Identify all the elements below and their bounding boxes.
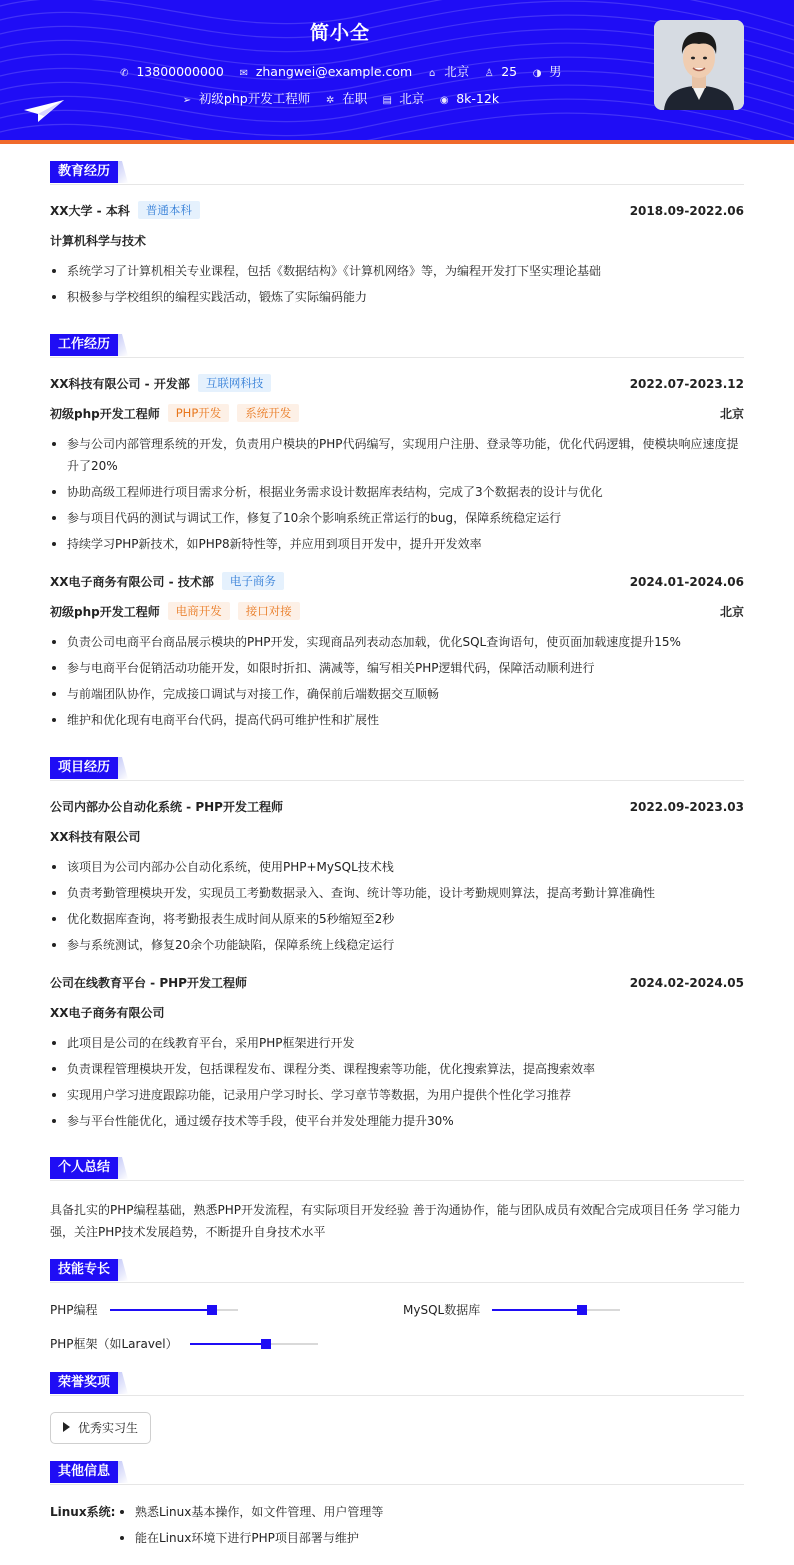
project-date: 2022.09-2023.03 [629,800,744,814]
skill-level-handle [261,1339,271,1349]
list-item: 参与平台性能优化，通过缓存技术等手段，使平台并发处理能力提升30% [50,1110,744,1132]
skill-level-handle [577,1305,587,1315]
work-position-line [50,602,744,622]
info-text: 北京 [444,64,470,79]
list-item: 该项目为公司内部办公自动化系统，使用PHP+MySQL技术栈 [50,856,744,878]
education-bullets [50,260,744,312]
company-name: XX科技有限公司 - 开发部 [50,377,190,391]
company-name: XX电子商务有限公司 - 技术部 [50,575,214,589]
summary-text: 具备扎实的PHP编程基础，熟悉PHP开发流程，有实际项目开发经验 善于沟通协作，能与团队成员有效配合完成项目任务 学习能力强，关注PHP技术发展趋势，不断提升自身技术水平 [50,1203,741,1239]
job-info-row [0,89,680,107]
project-company: XX科技有限公司 [50,830,141,844]
work-section [50,334,744,727]
list-item: 熟悉Linux基本操作，如文件管理、用户管理等 [118,1501,738,1523]
section-title: 技能专长 [50,1259,118,1281]
work-company-line [50,374,744,394]
projects-section [50,757,744,1128]
section-header [50,1461,744,1485]
project-name: 公司内部办公自动化系统 - PHP开发工程师 [50,800,283,814]
skill-tag: 系统开发 [237,404,299,422]
list-item: 负责考勤管理模块开发，实现员工考勤数据录入、查询、统计等功能，设计考勤规则算法，提高考勤计算准确性 [50,882,744,904]
phone-icon: ✆ [120,68,129,79]
section-title: 其他信息 [50,1461,118,1483]
list-item: 参与系统测试，修复20余个功能缺陷，保障系统上线稳定运行 [50,934,744,956]
section-header [50,1157,744,1181]
list-item: 维护和优化现有电商平台代码，提高代码可维护性和扩展性 [50,709,744,731]
info-text: 8k-12k [456,91,500,106]
list-item: 负责公司电商平台商品展示模块的PHP开发，实现商品列表动态加载，优化SQL查询语句，使页面加载速度提升15% [50,631,744,653]
info-item [118,64,223,79]
info-text: 北京 [399,91,425,106]
skill-level-bar [492,1309,620,1311]
work-date: 2022.07-2023.12 [629,377,744,391]
age-icon: ♙ [484,68,494,79]
salary-icon: ◉ [439,95,449,106]
home-icon: ⌂ [429,68,436,79]
list-item: 协助高级工程师进行项目需求分析，根据业务需求设计数据库表结构，完成了3个数据表的设计与优化 [50,481,744,503]
list-item: 能在Linux环境下进行PHP项目部署与维护 [118,1527,738,1549]
list-item: 优化数据库查询，将考勤报表生成时间从原来的5秒缩短至2秒 [50,908,744,930]
work-bullets [50,433,744,559]
info-item [181,89,310,107]
project-company: XX电子商务有限公司 [50,1006,165,1020]
avatar [654,20,744,110]
list-item: 此项目是公司的在线教育平台，采用PHP框架进行开发 [50,1032,744,1054]
contact-info-row [0,62,680,80]
skill-label: PHP编程 [50,1302,98,1317]
header-accent-bar [0,140,794,144]
section-title: 教育经历 [50,161,118,183]
other-label: Linux系统: [50,1505,116,1519]
awards-section [50,1372,744,1435]
position-name: 初级php开发工程师 [50,605,160,619]
info-text: zhangwei@example.com [255,64,413,79]
skill-label: PHP框架（如Laravel） [50,1336,178,1351]
education-date: 2018.09-2022.06 [629,204,744,218]
gender-icon: ◑ [532,68,542,79]
skills-section [50,1259,744,1351]
resume-header [0,0,794,140]
work-location: 北京 [719,407,744,421]
list-item: 参与项目代码的测试与调试工作，修复了10余个影响系统正常运行的bug，保障系统稳定运行 [50,507,744,529]
info-item [483,64,517,79]
send-icon: ➢ [182,95,192,106]
list-item: 积极参与学校组织的编程实践活动，锻炼了实际编码能力 [50,286,744,308]
project-bullets [50,1032,744,1136]
skill-label: MySQL数据库 [403,1302,481,1317]
building-icon: ▤ [382,95,392,106]
section-header [50,1259,744,1283]
industry-tag: 互联网科技 [198,374,272,392]
list-item: 系统学习了计算机相关专业课程，包括《数据结构》《计算机网络》等，为编程开发打下坚实理论基础 [50,260,744,282]
info-text: 25 [501,64,518,79]
project-bullets [50,856,744,960]
work-position-line [50,404,744,424]
status-icon: ✲ [326,95,335,106]
play-triangle-icon [63,1422,70,1432]
section-title: 工作经历 [50,334,118,356]
list-item: 参与公司内部管理系统的开发，负责用户模块的PHP代码编写，实现用户注册、登录等功能，优化代码逻辑，使模块响应速度提升了20% [50,433,744,477]
list-item: 实现用户学习进度跟踪功能，记录用户学习时长、学习章节等数据，为用户提供个性化学习推荐 [50,1084,744,1106]
info-item [238,64,412,79]
project-name: 公司在线教育平台 - PHP开发工程师 [50,976,247,990]
paper-plane-icon [24,100,64,122]
project-date: 2024.02-2024.05 [629,976,744,990]
skill-tag: 接口对接 [238,602,300,620]
skill-tag: PHP开发 [168,404,230,422]
summary-section [50,1157,744,1239]
section-header [50,161,744,185]
info-item [531,62,562,80]
industry-tag: 电子商务 [222,572,284,590]
candidate-name: 简小全 [309,22,370,44]
list-item: 负责课程管理模块开发，包括课程发布、课程分类、课程搜索等功能，优化搜索算法，提高搜索效率 [50,1058,744,1080]
info-item [381,89,424,107]
school-name: XX大学 - 本科 [50,204,130,218]
mail-icon: ✉ [239,68,249,79]
info-item [426,62,469,80]
skill-item [403,1301,620,1317]
section-title: 项目经历 [50,757,118,779]
section-header [50,334,744,358]
other-bullets [118,1501,738,1553]
award-label: 优秀实习生 [78,1421,139,1435]
section-header [50,757,744,781]
project-name-line [50,973,744,993]
education-section [50,161,744,304]
list-item: 与前端团队协作，完成接口调试与对接工作，确保前后端数据交互顺畅 [50,683,744,705]
education-line [50,201,744,221]
skill-level-bar [190,1343,318,1345]
other-section [50,1461,744,1545]
award-toggle[interactable] [50,1412,151,1444]
work-location: 北京 [719,605,744,619]
skill-item [50,1301,238,1317]
info-text: 在职 [342,91,368,106]
section-title: 荣誉奖项 [50,1372,118,1394]
skill-level-bar [110,1309,238,1311]
work-bullets [50,631,744,735]
list-item: 参与电商平台促销活动功能开发，如限时折扣、满减等，编写相关PHP逻辑代码，保障活动顺利进行 [50,657,744,679]
work-company-line [50,572,744,592]
info-text: 13800000000 [136,64,224,79]
work-date: 2024.01-2024.06 [629,575,744,589]
info-text: 初级php开发工程师 [198,91,311,106]
section-header [50,1372,744,1396]
list-item: 持续学习PHP新技术，如PHP8新特性等，并应用到项目开发中，提升开发效率 [50,533,744,555]
skill-tag: 电商开发 [168,602,230,620]
info-text: 男 [549,64,562,79]
skill-level-handle [207,1305,217,1315]
info-item [438,91,499,106]
project-name-line [50,797,744,817]
major-name: 计算机科学与技术 [50,234,147,248]
degree-tag: 普通本科 [138,201,200,219]
position-name: 初级php开发工程师 [50,407,160,421]
section-title: 个人总结 [50,1157,118,1179]
info-item [324,89,367,107]
skill-item [50,1335,318,1351]
